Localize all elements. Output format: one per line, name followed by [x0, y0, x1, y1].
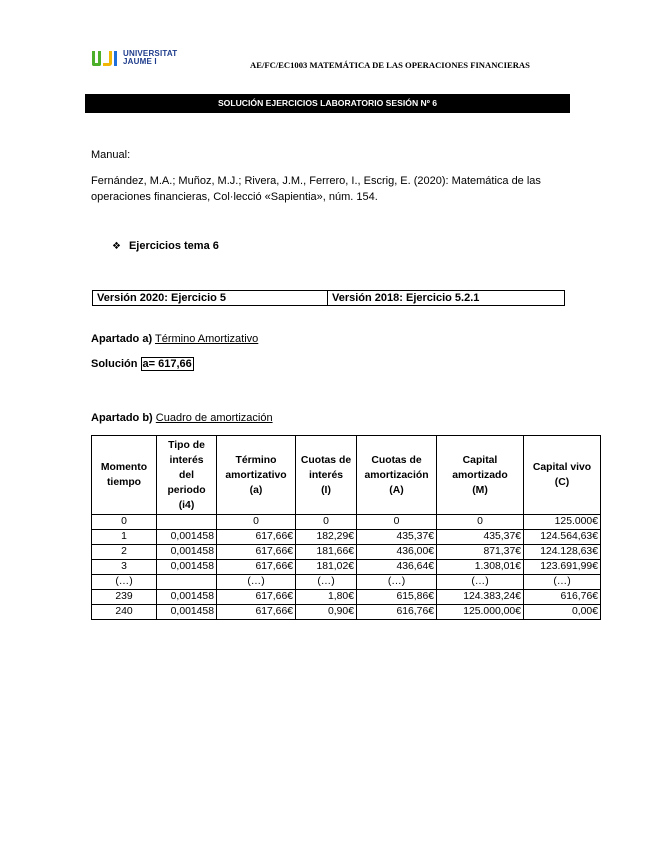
table-row	[92, 605, 601, 620]
column-header-line: (A)	[389, 484, 404, 496]
table-cell: 0	[437, 515, 524, 530]
column-header-line: amortización	[364, 469, 429, 481]
column-header-line: Cuotas de	[371, 454, 422, 466]
diamond-bullet-icon: ❖	[112, 241, 121, 252]
table-cell: 0,001458	[157, 530, 217, 545]
section-banner: SOLUCIÓN EJERCICIOS LABORATORIO SESIÓN Nº 6	[85, 94, 570, 113]
table-cell: 617,66€	[217, 560, 296, 575]
version-2020-cell: Versión 2020: Ejercicio 5	[93, 291, 328, 305]
table-cell: 0,90€	[296, 605, 357, 620]
apartado-b-title: Cuadro de amortización	[155, 412, 273, 424]
column-header-line: periodo	[167, 484, 206, 496]
solution-label: Solución	[91, 358, 138, 370]
column-header-line: Momento	[100, 462, 148, 473]
table-cell: 0	[217, 515, 296, 530]
uji-logo-icon	[92, 50, 117, 66]
table-cell	[157, 575, 217, 590]
table-cell: 3	[92, 560, 157, 575]
column-header-line: (a)	[249, 484, 263, 496]
table-row	[92, 530, 601, 545]
column-header-line: Capital vivo	[532, 462, 592, 473]
table-cell: 0,00€	[524, 605, 601, 620]
table-row	[92, 590, 601, 605]
table-cell: 1	[92, 530, 157, 545]
table-cell: 435,37€	[357, 530, 437, 545]
table-cell: 124.564,63€	[524, 530, 601, 545]
column-header	[437, 436, 524, 515]
table-cell: (…)	[357, 575, 437, 590]
column-header-line: (I)	[321, 484, 331, 496]
table-cell: 181,02€	[296, 560, 357, 575]
column-header-line: Cuotas de	[300, 454, 352, 466]
table-cell: 0,001458	[157, 560, 217, 575]
reference-text: Fernández, M.A.; Muñoz, M.J.; Rivera, J.M., Ferrero, I., Escrig, E. (2020): Matemática de las operaciones financieras, Col·lecció «Sapientia», núm. 154.	[91, 175, 541, 203]
column-header-line: tiempo	[106, 477, 142, 488]
table-cell: 125.000,00€	[437, 605, 524, 620]
column-header	[524, 436, 601, 515]
solution-line	[91, 358, 194, 370]
manual-label: Manual:	[91, 149, 131, 161]
table-body	[92, 515, 601, 620]
table-cell: 1,80€	[296, 590, 357, 605]
table-cell	[157, 515, 217, 530]
table-cell: 125.000€	[524, 515, 601, 530]
table-header-row	[92, 436, 601, 515]
logo-line2: JAUME I	[123, 57, 157, 66]
topic-bullet	[112, 240, 219, 252]
column-header-line: amortizativo	[225, 469, 287, 481]
table-cell: (…)	[92, 575, 157, 590]
table-cell: 0,001458	[157, 605, 217, 620]
column-header-line: amortizado	[452, 469, 508, 481]
column-header-line: (i4)	[178, 499, 195, 511]
table-cell: 0	[92, 515, 157, 530]
table-cell: 124.128,63€	[524, 545, 601, 560]
table-cell: 616,76€	[357, 605, 437, 620]
table-cell: 2	[92, 545, 157, 560]
column-header	[357, 436, 437, 515]
amortization-table	[91, 435, 601, 620]
column-header-line: del	[178, 469, 194, 481]
table-cell: 616,76€	[524, 590, 601, 605]
column-header-line: interés	[169, 454, 204, 466]
table-cell: (…)	[524, 575, 601, 590]
apartado-a	[91, 333, 258, 345]
table-cell: 617,66€	[217, 545, 296, 560]
apartado-a-label: Apartado a)	[91, 333, 153, 345]
column-header-line: (C)	[554, 477, 570, 488]
column-header-line: interés	[308, 469, 344, 481]
university-logo	[92, 50, 177, 66]
table-cell: 123.691,99€	[524, 560, 601, 575]
table-cell: 0	[357, 515, 437, 530]
table-cell: 182,29€	[296, 530, 357, 545]
table-cell: 871,37€	[437, 545, 524, 560]
table-cell: 615,86€	[357, 590, 437, 605]
table-cell: (…)	[437, 575, 524, 590]
topic-text: Ejercicios tema 6	[128, 240, 219, 252]
table-cell: 239	[92, 590, 157, 605]
table-cell: 240	[92, 605, 157, 620]
table-cell: 124.383,24€	[437, 590, 524, 605]
apartado-a-title: Término Amortizativo	[154, 333, 259, 345]
table-row	[92, 560, 601, 575]
table-row	[92, 575, 601, 590]
table-cell: 436,00€	[357, 545, 437, 560]
table-cell: 617,66€	[217, 530, 296, 545]
column-header-line: Término	[235, 454, 277, 466]
column-header-line: Capital	[462, 454, 498, 466]
table-row	[92, 545, 601, 560]
column-header-line: (M)	[472, 484, 488, 496]
table-row	[92, 515, 601, 530]
version-2018-cell: Versión 2018: Ejercicio 5.2.1	[332, 292, 480, 304]
course-title: AE/FC/EC1003 MATEMÁTICA DE LAS OPERACIONES FINANCIERAS	[250, 60, 530, 70]
table-cell: (…)	[217, 575, 296, 590]
logo-line1: UNIVERSITAT	[123, 49, 178, 58]
version-table	[92, 290, 565, 306]
column-header	[92, 436, 157, 515]
column-header	[296, 436, 357, 515]
apartado-b	[91, 412, 273, 424]
column-header	[157, 436, 217, 515]
table-cell: 617,66€	[217, 590, 296, 605]
column-header-line: Tipo de	[168, 439, 205, 451]
solution-value: a= 617,66	[142, 358, 192, 370]
table-cell: 617,66€	[217, 605, 296, 620]
table-cell: 435,37€	[437, 530, 524, 545]
table-cell: 0	[296, 515, 357, 530]
table-cell: 436,64€	[357, 560, 437, 575]
table-cell: (…)	[296, 575, 357, 590]
table-cell: 0,001458	[157, 590, 217, 605]
logo-text	[123, 50, 177, 66]
column-header	[217, 436, 296, 515]
table-cell: 1.308,01€	[437, 560, 524, 575]
table-cell: 0,001458	[157, 545, 217, 560]
apartado-b-label: Apartado b)	[91, 412, 153, 424]
table-cell: 181,66€	[296, 545, 357, 560]
